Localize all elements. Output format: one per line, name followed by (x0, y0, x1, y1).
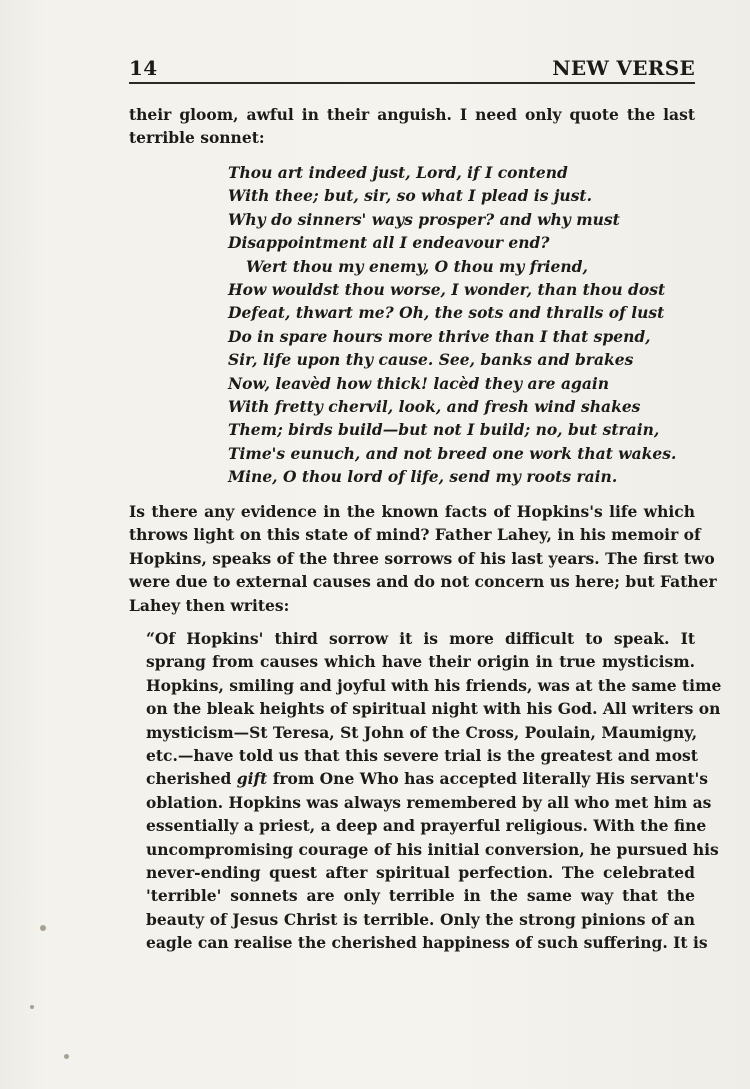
text-line: mysticism—St Teresa, St John of the Cross, Poulain, Maumigny, (146, 722, 698, 742)
poem-line: Defeat, thwart me? Oh, the sots and thralls of lust (228, 303, 665, 323)
text-fragment: from One Who has accepted literally His servant's (272, 769, 708, 789)
evidence-paragraph (129, 500, 717, 617)
poem-line: How wouldst thou worse, I wonder, than thou dost (228, 280, 666, 300)
paper-speck (30, 1005, 34, 1009)
poem-line: With thee; but, sir, so what I plead is just. (228, 186, 592, 206)
paper-speck (64, 1054, 69, 1059)
poem-line: Thou art indeed just, Lord, if I contend (228, 163, 568, 182)
journal-title: NEW VERSE (552, 56, 695, 80)
poem-line: Now, leavèd how thick! lacèd they are again (228, 373, 610, 393)
text-line: Hopkins, speaks of the three sorrows of his last years. The first two (129, 548, 715, 568)
poem-line: Them; birds build—but not I build; no, but strain, (228, 420, 660, 440)
text-line: 'terrible' sonnets are only terrible in the same way that the (146, 886, 695, 906)
text-line: Is there any evidence in the known facts of Hopkins's life which (129, 502, 695, 521)
poem-line: Mine, O thou lord of life, send my roots rain. (228, 467, 618, 487)
page-number: 14 (129, 56, 158, 80)
text-line: eagle can realise the cherished happiness of such suffering. It is (146, 933, 708, 953)
text-line: terrible sonnet: (129, 127, 265, 147)
text-fragment: cherished (146, 769, 232, 789)
poem-line: Disappointment all I endeavour end? (228, 233, 550, 253)
poem-line: Sir, life upon thy cause. See, banks and brakes (228, 350, 634, 370)
text-line: never-ending quest after spiritual perfection. The celebrated (146, 863, 695, 883)
text-line (146, 767, 708, 790)
lahey-quotation (146, 627, 722, 955)
text-line: Lahey then writes: (129, 595, 290, 615)
text-line: throws light on this state of mind? Father Lahey, in his memoir of (129, 525, 701, 545)
poem-line: Why do sinners' ways prosper? and why must (228, 209, 620, 229)
text-line: etc.—have told us that this severe trial is the greatest and most (146, 746, 698, 766)
poem-line: Time's eunuch, and not breed one work that wakes. (228, 443, 677, 463)
italic-word: gift (236, 769, 268, 789)
text-line: on the bleak heights of spiritual night with his God. All writers on (146, 699, 721, 719)
header-rule (129, 82, 695, 84)
intro-paragraph (129, 104, 695, 149)
paper-speck (40, 925, 46, 931)
poem-line: Do in spare hours more thrive than I that spend, (228, 326, 651, 346)
text-line: essentially a priest, a deep and prayerful religious. With the fine (146, 816, 707, 836)
text-line: sprang from causes which have their origin in true mysticism. (146, 652, 695, 672)
text-line: were due to external causes and do not concern us here; but Father (129, 572, 717, 592)
poem-line: Wert thou my enemy, O thou my friend, (246, 256, 588, 276)
text-line: “Of Hopkins' third sorrow it is more difficult to speak. It (146, 629, 695, 648)
running-header (129, 56, 695, 80)
text-line: oblation. Hopkins was always remembered by all who met him as (146, 792, 712, 812)
text-line: beauty of Jesus Christ is terrible. Only the strong pinions of an (146, 909, 695, 929)
poem-line: With fretty chervil, look, and fresh wind shakes (228, 397, 641, 417)
sonnet (228, 161, 698, 489)
text-line: their gloom, awful in their anguish. I need only quote the last (129, 105, 695, 124)
text-line: Hopkins, smiling and joyful with his friends, was at the same time (146, 675, 722, 695)
text-line: uncompromising courage of his initial conversion, he pursued his (146, 839, 719, 859)
